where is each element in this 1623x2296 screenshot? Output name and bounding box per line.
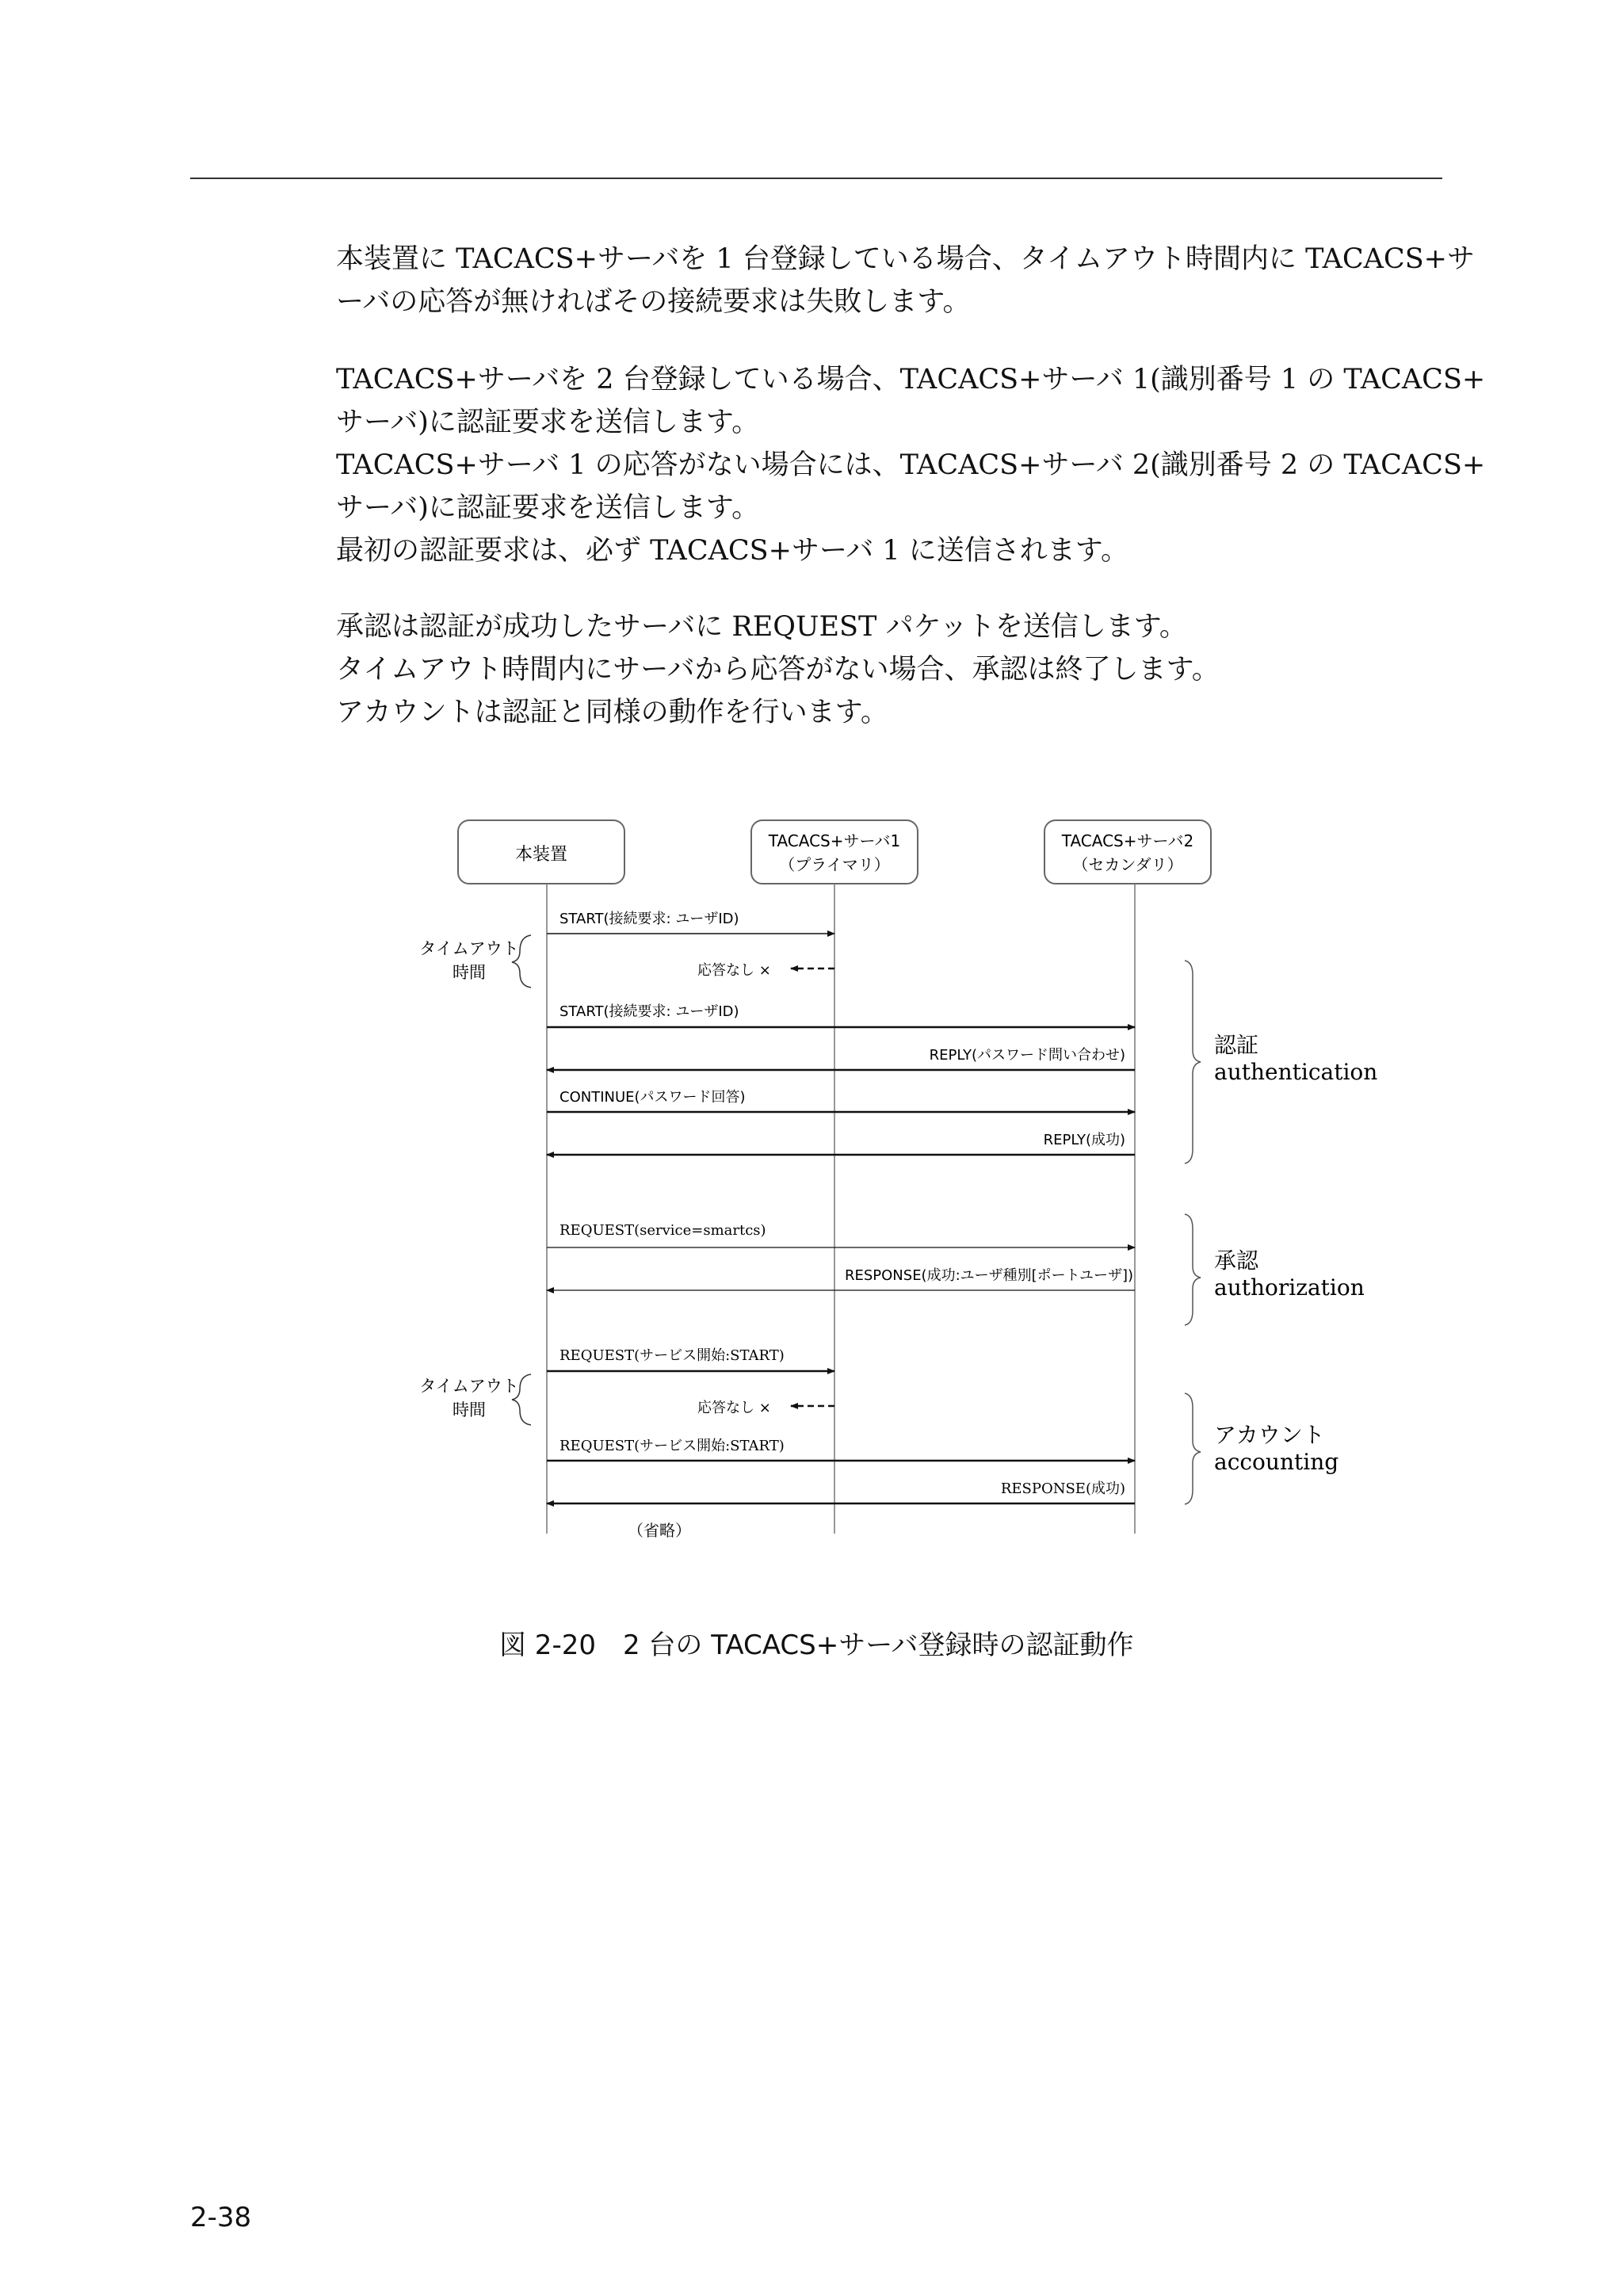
actor-server2-sublabel: （セカンダリ） — [1072, 855, 1183, 874]
timeout-marker-1 — [419, 935, 531, 988]
message-label: CONTINUE(パスワード回答) — [559, 1089, 746, 1106]
phase-label-auth: 認証 — [1214, 1032, 1259, 1058]
message-label: RESPONSE(成功) — [1000, 1480, 1125, 1497]
timeout-label: タイムアウト — [419, 939, 519, 958]
message-label: START(接続要求: ユーザID) — [559, 1003, 739, 1020]
text-line: サーバ)に認証要求を送信します。 — [336, 407, 760, 438]
text-line: TACACS+サーバを 2 台登録している場合、TACACS+サーバ 1(識別番号 1 の TACACS+ — [336, 364, 1486, 395]
actor-server2 — [1044, 820, 1211, 884]
timeout-label: 時間 — [453, 963, 486, 982]
no-response-label: 応答なし × — [697, 962, 771, 979]
message-label: START(接続要求: ユーザID) — [559, 911, 739, 927]
text-line: タイムアウト時間内にサーバから応答がない場合、承認は終了します。 — [336, 654, 1220, 686]
text-line: 最初の認証要求は、必ず TACACS+サーバ 1 に送信されます。 — [336, 535, 1128, 567]
actor-server1 — [751, 820, 918, 884]
phase-label-acct: アカウント — [1214, 1422, 1325, 1448]
message-label: REQUEST(service=smartcs) — [559, 1222, 766, 1239]
page-number: 2-38 — [190, 2202, 252, 2233]
no-response-label: 応答なし × — [697, 1400, 771, 1416]
timeout-marker-2 — [419, 1374, 531, 1425]
phase-brace-authz — [1185, 1214, 1201, 1325]
phase-sublabel-authz: authorization — [1214, 1274, 1365, 1301]
message-label: RESPONSE(成功:ユーザ種別[ポートユーザ]) — [844, 1267, 1133, 1284]
phase-label-authz: 承認 — [1214, 1247, 1259, 1274]
message-label: REPLY(パスワード問い合わせ) — [929, 1047, 1125, 1064]
omitted-label: （省略） — [628, 1521, 691, 1540]
actor-server2-label: TACACS+サーバ2 — [1061, 831, 1194, 850]
text-line: アカウントは認証と同様の動作を行います。 — [336, 697, 888, 728]
text-line: TACACS+サーバ 1 の応答がない場合には、TACACS+サーバ 2(識別番号 2 の TACACS+ — [336, 449, 1486, 481]
actor-device-label: 本装置 — [514, 845, 568, 865]
actor-server1-label: TACACS+サーバ1 — [768, 831, 901, 850]
message-label: REQUEST(サービス開始:START) — [559, 1347, 785, 1364]
text-line: サーバ)に認証要求を送信します。 — [336, 492, 760, 524]
actor-server1-sublabel: （プライマリ） — [779, 855, 890, 874]
text-line: 承認は認証が成功したサーバに REQUEST パケットを送信します。 — [336, 611, 1187, 643]
phase-sublabel-acct: accounting — [1214, 1449, 1339, 1475]
text-line: 本装置に TACACS+サーバを 1 台登録している場合、タイムアウト時間内に TACACS+サ — [336, 243, 1476, 275]
actor-device — [458, 820, 624, 884]
phase-sublabel-auth: authentication — [1214, 1059, 1378, 1085]
phase-brace-auth — [1185, 961, 1201, 1163]
text-line: ーバの応答が無ければその接続要求は失敗します。 — [336, 286, 971, 318]
timeout-label: 時間 — [453, 1400, 486, 1419]
phase-brace-acct — [1185, 1393, 1201, 1504]
message-label: REQUEST(サービス開始:START) — [559, 1438, 785, 1454]
figure-caption: 図 2-20 2 台の TACACS+サーバ登録時の認証動作 — [499, 1629, 1134, 1661]
timeout-label: タイムアウト — [419, 1377, 519, 1396]
message-label: REPLY(成功) — [1043, 1132, 1125, 1148]
